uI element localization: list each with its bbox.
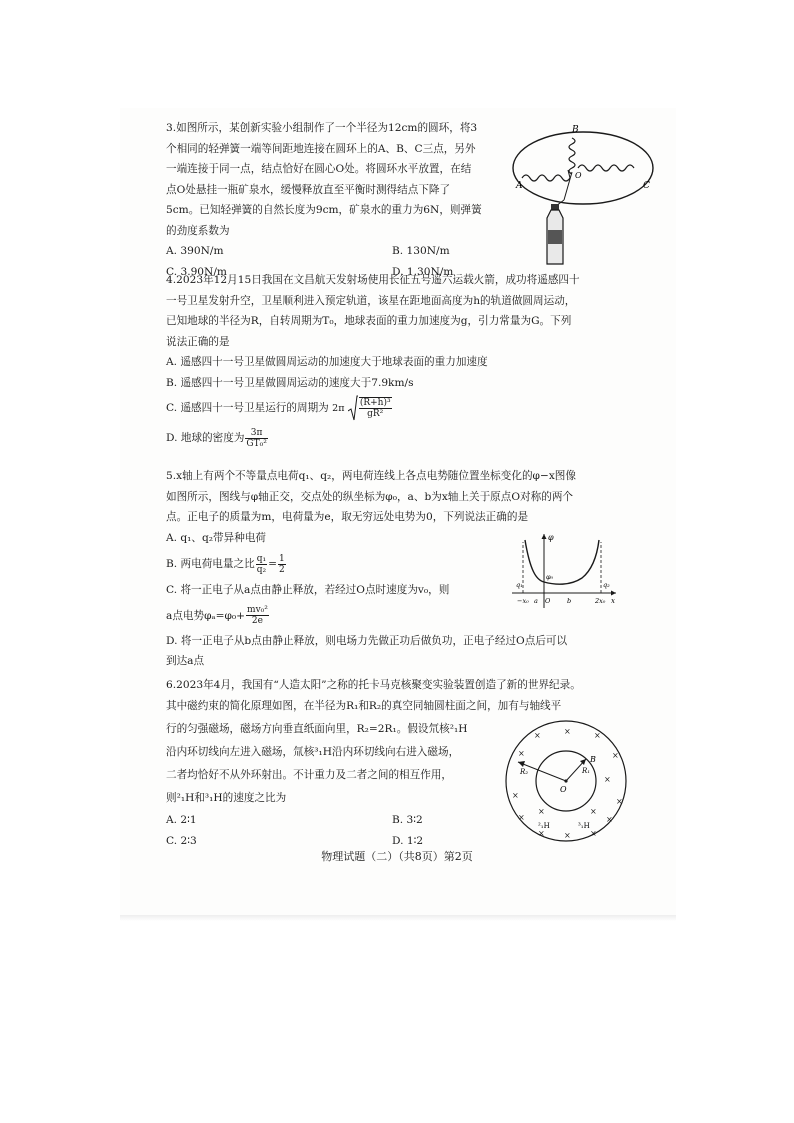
q5-option-c-fraction	[246, 605, 269, 626]
q5-label-neg-x0: −x₀	[517, 597, 529, 605]
q6-field-cross: ×	[538, 807, 545, 816]
q6-field-cross: ×	[518, 813, 525, 822]
q5-label-q1: q₁	[516, 581, 523, 589]
q6-field-cross: ×	[564, 727, 571, 736]
page-footer: 物理试题（二）（共8页）第2页	[321, 850, 473, 863]
q5-option-b-q2: q₂	[256, 564, 267, 575]
q3-bottle-label	[548, 230, 562, 244]
q5-option-a[interactable]: A. q₁、q₂带异种电荷	[166, 531, 267, 544]
q4-option-b[interactable]: B. 遥感四十一号卫星做圆周运动的速度大于7.9km/s	[166, 376, 414, 389]
q5-label-2x0: 2x₀	[595, 597, 606, 605]
q5-option-b-denominator: 2	[278, 564, 285, 575]
q6-label-b: B	[590, 755, 596, 764]
q4-line: 已知地球的半径为R，自转周期为T₀，地球表面的重力加速度为g，引力常量为G。下列	[166, 315, 572, 327]
q4-option-d[interactable]	[166, 423, 580, 453]
q3-option-a[interactable]: A. 390N/m	[166, 245, 224, 257]
q5-phi-curve	[525, 540, 599, 584]
q3-line: 点O处悬挂一瓶矿泉水，缓慢释放直至平衡时测得结点下降了	[166, 183, 451, 196]
q6-label-r2: R₂	[520, 768, 529, 776]
q4-option-c-numerator: (R+h)³	[359, 398, 391, 408]
q5-option-c-denominator: 2e	[251, 616, 263, 626]
q5-label-b: b	[567, 597, 572, 605]
q5-option-b-q1: q₁	[256, 553, 267, 564]
q6-option-c[interactable]: C. 2∶3	[166, 834, 197, 847]
q3-ring	[513, 132, 653, 204]
q3-label-c: C	[643, 181, 650, 191]
q6-option-d[interactable]: D. 1∶2	[392, 834, 424, 847]
q6-field-cross: ×	[534, 731, 541, 740]
q5-option-c[interactable]: C. 将一正电子从a点由静止释放，若经过O点时速度为v₀，则	[166, 584, 450, 596]
q3-option-c[interactable]: C. 3.90N/m	[166, 265, 227, 278]
q5-label-o: O	[545, 597, 551, 605]
q6-field-cross: ×	[512, 791, 519, 800]
q6-field-cross: ×	[594, 731, 601, 740]
q6-line: 二者均恰好不从外环射出。不计重力及二者之间的相互作用，	[166, 769, 453, 781]
q6-label-deuteron: ²₁H	[538, 822, 550, 830]
q4-line: 4.2023年12月15日我国在文昌航天发射场使用长征五号遥六运载火箭，成功将遥感四十	[166, 274, 580, 286]
q6-line: 其中磁约束的简化原理如图，在半径为R₁和R₂的真空同轴圆柱面之间，加有与轴线平	[166, 699, 562, 712]
q5-option-b-numerator: 1	[278, 553, 285, 564]
q6-label-o: O	[560, 785, 567, 794]
question-3	[166, 118, 482, 282]
q5-option-b-equals: =	[268, 558, 277, 570]
sheet-edge-shadow	[120, 915, 676, 921]
q4-option-d-text: D. 地球的密度为	[166, 432, 245, 444]
q6-option-b[interactable]: B. 3∶2	[392, 814, 423, 826]
q5-option-c-potential: a点电势φₐ=φ₀+	[166, 609, 246, 622]
q5-option-b-value	[278, 554, 286, 575]
q3-option-b[interactable]: B. 130N/m	[392, 245, 450, 257]
q3-spring-a	[522, 175, 570, 181]
q6-line: 行的匀强磁场，磁场方向垂直纸面向里，R₂=2R₁。假设氘核²₁H	[166, 723, 468, 735]
q4-option-c[interactable]	[166, 393, 580, 423]
q4-option-d-fraction	[245, 428, 267, 449]
q6-field-cross: ×	[612, 751, 619, 760]
q4-line: 说法正确的是	[166, 335, 230, 348]
question-4	[166, 270, 580, 453]
q6-label-r1: R₁	[582, 767, 591, 775]
q3-spring-c	[578, 165, 634, 171]
q3-line: 个相同的轻弹簧一端等间距地连接在圆环上的A、B、C三点，另外	[166, 142, 476, 155]
q5-label-phi: φ	[548, 533, 554, 542]
q4-option-c-fraction	[359, 397, 392, 419]
q3-line: 的劲度系数为	[166, 224, 230, 237]
q5-line: 点。正电子的质量为m，电荷量为e，取无穷远处电势为0，下列说法正确的是	[166, 511, 529, 523]
q3-line: 3.如图所示，某创新实验小组制作了一个半径为12cm的圆环，将3	[166, 122, 478, 134]
q6-field-cross: ×	[564, 831, 571, 840]
q5-phi-axis-arrow	[542, 534, 547, 539]
q5-option-b-ratio	[256, 554, 267, 575]
q5-label-phi0: φ₀	[546, 573, 554, 581]
q3-options-row-1	[166, 241, 482, 262]
q6-field-cross: ×	[616, 797, 623, 806]
q6-option-a[interactable]: A. 2∶1	[166, 814, 197, 826]
q4-option-c-text: C. 遥感四十一号卫星运行的周期为	[166, 402, 329, 414]
q5-option-d-cont[interactable]: 到达a点	[166, 655, 205, 667]
q4-option-d-numerator: 3π	[245, 428, 267, 439]
q4-option-c-denominator: gR²	[367, 409, 384, 419]
q5-label-x: x	[611, 597, 615, 605]
q4-option-a[interactable]: A. 遥感四十一号卫星做圆周运动的加速度大于地球表面的重力加速度	[166, 356, 488, 368]
q6-radius-r2-arrow	[518, 761, 525, 767]
q3-label-o: O	[575, 171, 582, 180]
q6-figure-magnetic-rings	[498, 718, 638, 844]
q3-line: 5cm。已知轻弹簧的自然长度为9cm，矿泉水的重力为6N，则弹簧	[166, 204, 482, 216]
q6-field-cross: ×	[590, 807, 597, 816]
q6-field-cross: ×	[590, 829, 597, 838]
q3-label-a: A	[516, 181, 523, 191]
q5-label-a: a	[534, 597, 538, 605]
q3-bottle-cap	[551, 204, 559, 210]
q5-x-axis-arrow	[611, 591, 616, 596]
q4-option-d-denominator: GT₀²	[246, 438, 267, 449]
q3-option-d[interactable]: D. 1.30N/m	[392, 265, 454, 278]
q6-label-triton: ³₁H	[578, 822, 590, 830]
q3-label-b: B	[572, 125, 579, 135]
q3-spring-b	[569, 138, 575, 174]
q5-line: 5.x轴上有两个不等量点电荷q₁、q₂，两电荷连线上各点电势随位置坐标变化的φ−x图像	[166, 470, 576, 482]
q5-option-d[interactable]: D. 将一正电子从b点由静止释放，则电场力先做正功后做负功，正电子经过O点后可以	[166, 634, 568, 647]
q3-line: 一端连接于同一点，结点恰好在圆心O处。将圆环水平放置，在结	[166, 163, 472, 175]
q5-figure-phi-x-graph	[510, 530, 620, 610]
q4-line: 一号卫星发射升空，卫星顺利进入预定轨道，该星在距地面高度为h的轨道做圆周运动，	[166, 294, 576, 307]
q5-option-c-numerator: mv₀²	[247, 605, 268, 615]
q5-line: 如图所示，图线与φ轴正交，交点处的纵坐标为φ₀，a、b为x轴上关于原点O对称的两个	[166, 490, 574, 503]
q6-field-cross: ×	[604, 775, 611, 784]
q3-string	[564, 172, 572, 200]
q5-label-q2: q₂	[603, 581, 610, 589]
q6-field-crosses	[512, 727, 623, 840]
q6-field-cross: ×	[606, 815, 613, 824]
q6-line: 沿内环切线向左进入磁场，氚核³₁H沿内环切线向右进入磁场，	[166, 746, 460, 758]
q6-field-cross: ×	[538, 829, 545, 838]
q3-figure-ring-springs	[510, 118, 660, 268]
q4-sqrt-symbol	[348, 395, 358, 421]
q6-field-cross: ×	[518, 749, 525, 758]
q6-line: 6.2023年4月，我国有“人造太阳”之称的托卡马克核聚变实验装置创造了新的世界纪录。	[166, 679, 581, 691]
q6-line: 则²₁H和³₁H的速度之比为	[166, 792, 287, 804]
q4-option-c-coef: 2π	[332, 403, 345, 414]
q5-option-b-text: B. 两电荷电量之比	[166, 558, 255, 570]
